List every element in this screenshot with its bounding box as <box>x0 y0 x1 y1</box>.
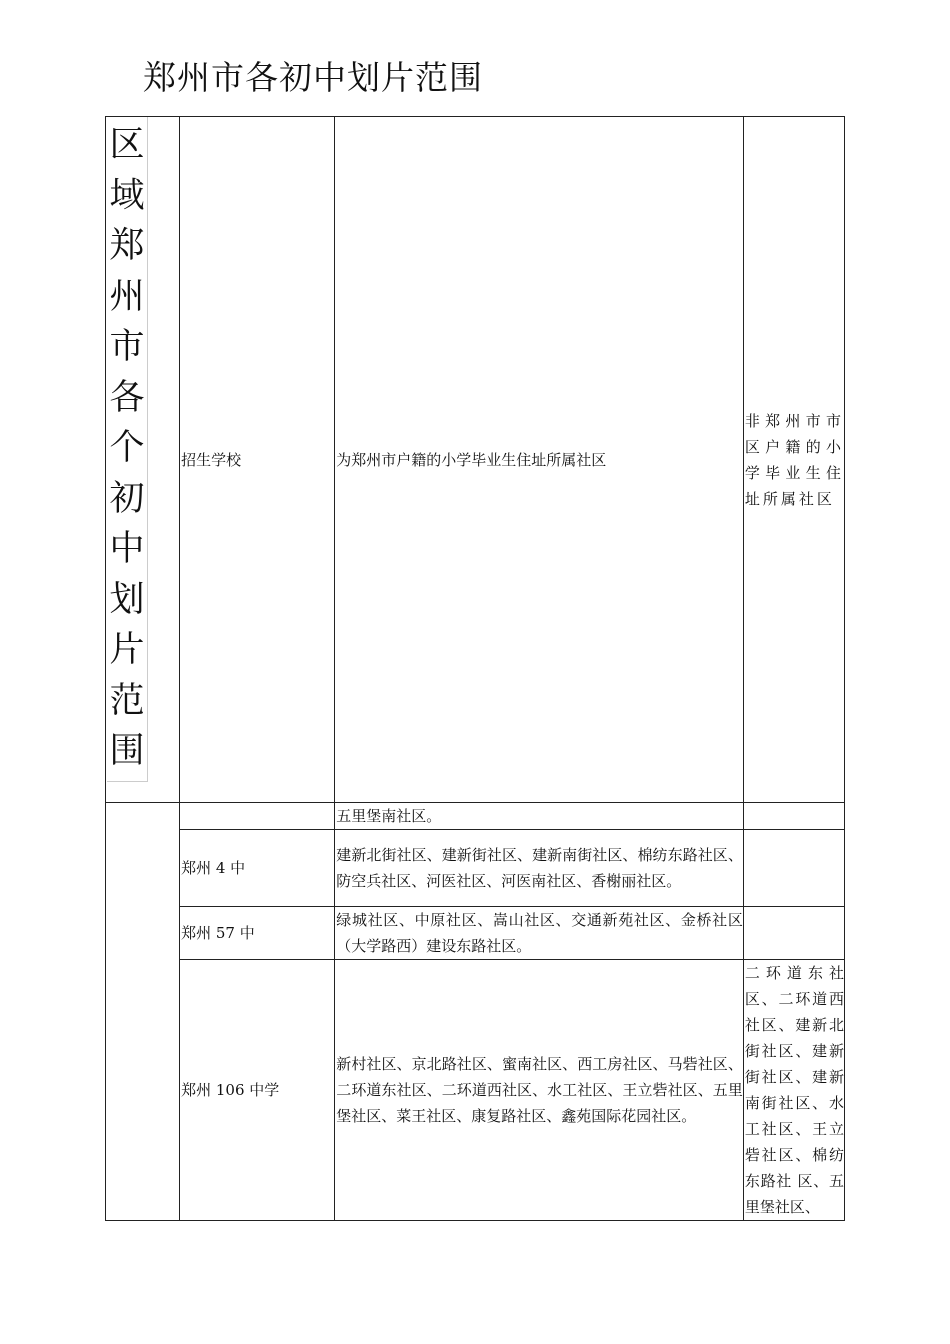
region-title-char: 州 <box>109 276 145 317</box>
region-title-char: 个 <box>109 428 145 468</box>
local-column-header: 为郑州市户籍的小学毕业生住址所属社区 <box>335 117 744 803</box>
zoning-table <box>105 116 845 1221</box>
table-row <box>106 960 845 1221</box>
nonlocal-column-header: 非郑州市市区户籍的小学毕业生住址所属社区 <box>743 117 844 803</box>
local-community-cell: 新村社区、京北路社区、蜜南社区、西工房社区、马砦社区、二环道东社区、二环道西社区、水工社区、王立砦社区、五里堡社区、菜王社区、康复路社区、鑫苑国际花园社区。 <box>335 960 744 1221</box>
school-cell <box>180 803 335 830</box>
school-cell: 郑州 106 中学 <box>180 960 335 1221</box>
region-title-char: 片 <box>109 630 145 670</box>
local-community-cell: 五里堡南社区。 <box>335 803 744 830</box>
region-title-char: 范 <box>109 680 145 721</box>
region-vertical-title <box>107 117 148 782</box>
region-title-char: 市 <box>109 327 145 367</box>
nonlocal-community-cell <box>743 803 844 830</box>
region-title-char: 中 <box>109 529 145 569</box>
page-title: 郑州市各初中划片范围 <box>143 58 483 97</box>
local-community-cell: 建新北街社区、建新街社区、建新南街社区、棉纺东路社区、防空兵社区、河医社区、河医南社区、香榭丽社区。 <box>335 830 744 907</box>
local-community-cell: 绿城社区、中原社区、嵩山社区、交通新苑社区、金桥社区（大学路西）建设东路社区。 <box>335 907 744 960</box>
header-row <box>106 117 845 803</box>
region-header-cell <box>106 117 180 803</box>
region-title-char: 各 <box>109 377 145 418</box>
region-title-char: 划 <box>109 579 145 620</box>
region-title-char: 域 <box>109 175 145 216</box>
school-column-header: 招生学校 <box>180 117 335 803</box>
nonlocal-community-cell <box>743 830 844 907</box>
table-row <box>106 830 845 907</box>
region-cell <box>106 803 180 1221</box>
table-row <box>106 907 845 960</box>
region-title-char: 围 <box>109 731 145 771</box>
nonlocal-community-cell: 二环道东社区、二环道西社区、建新北街社区、建新街社区、建新南街社区、水工社区、王立砦社区、棉纺东路社 区、五里堡社区、 <box>743 960 844 1221</box>
region-title-char: 区 <box>109 125 145 165</box>
region-title-char: 郑 <box>109 226 145 266</box>
table-row <box>106 803 845 830</box>
school-cell: 郑州 4 中 <box>180 830 335 907</box>
region-title-char: 初 <box>109 478 145 519</box>
nonlocal-community-cell <box>743 907 844 960</box>
school-cell: 郑州 57 中 <box>180 907 335 960</box>
